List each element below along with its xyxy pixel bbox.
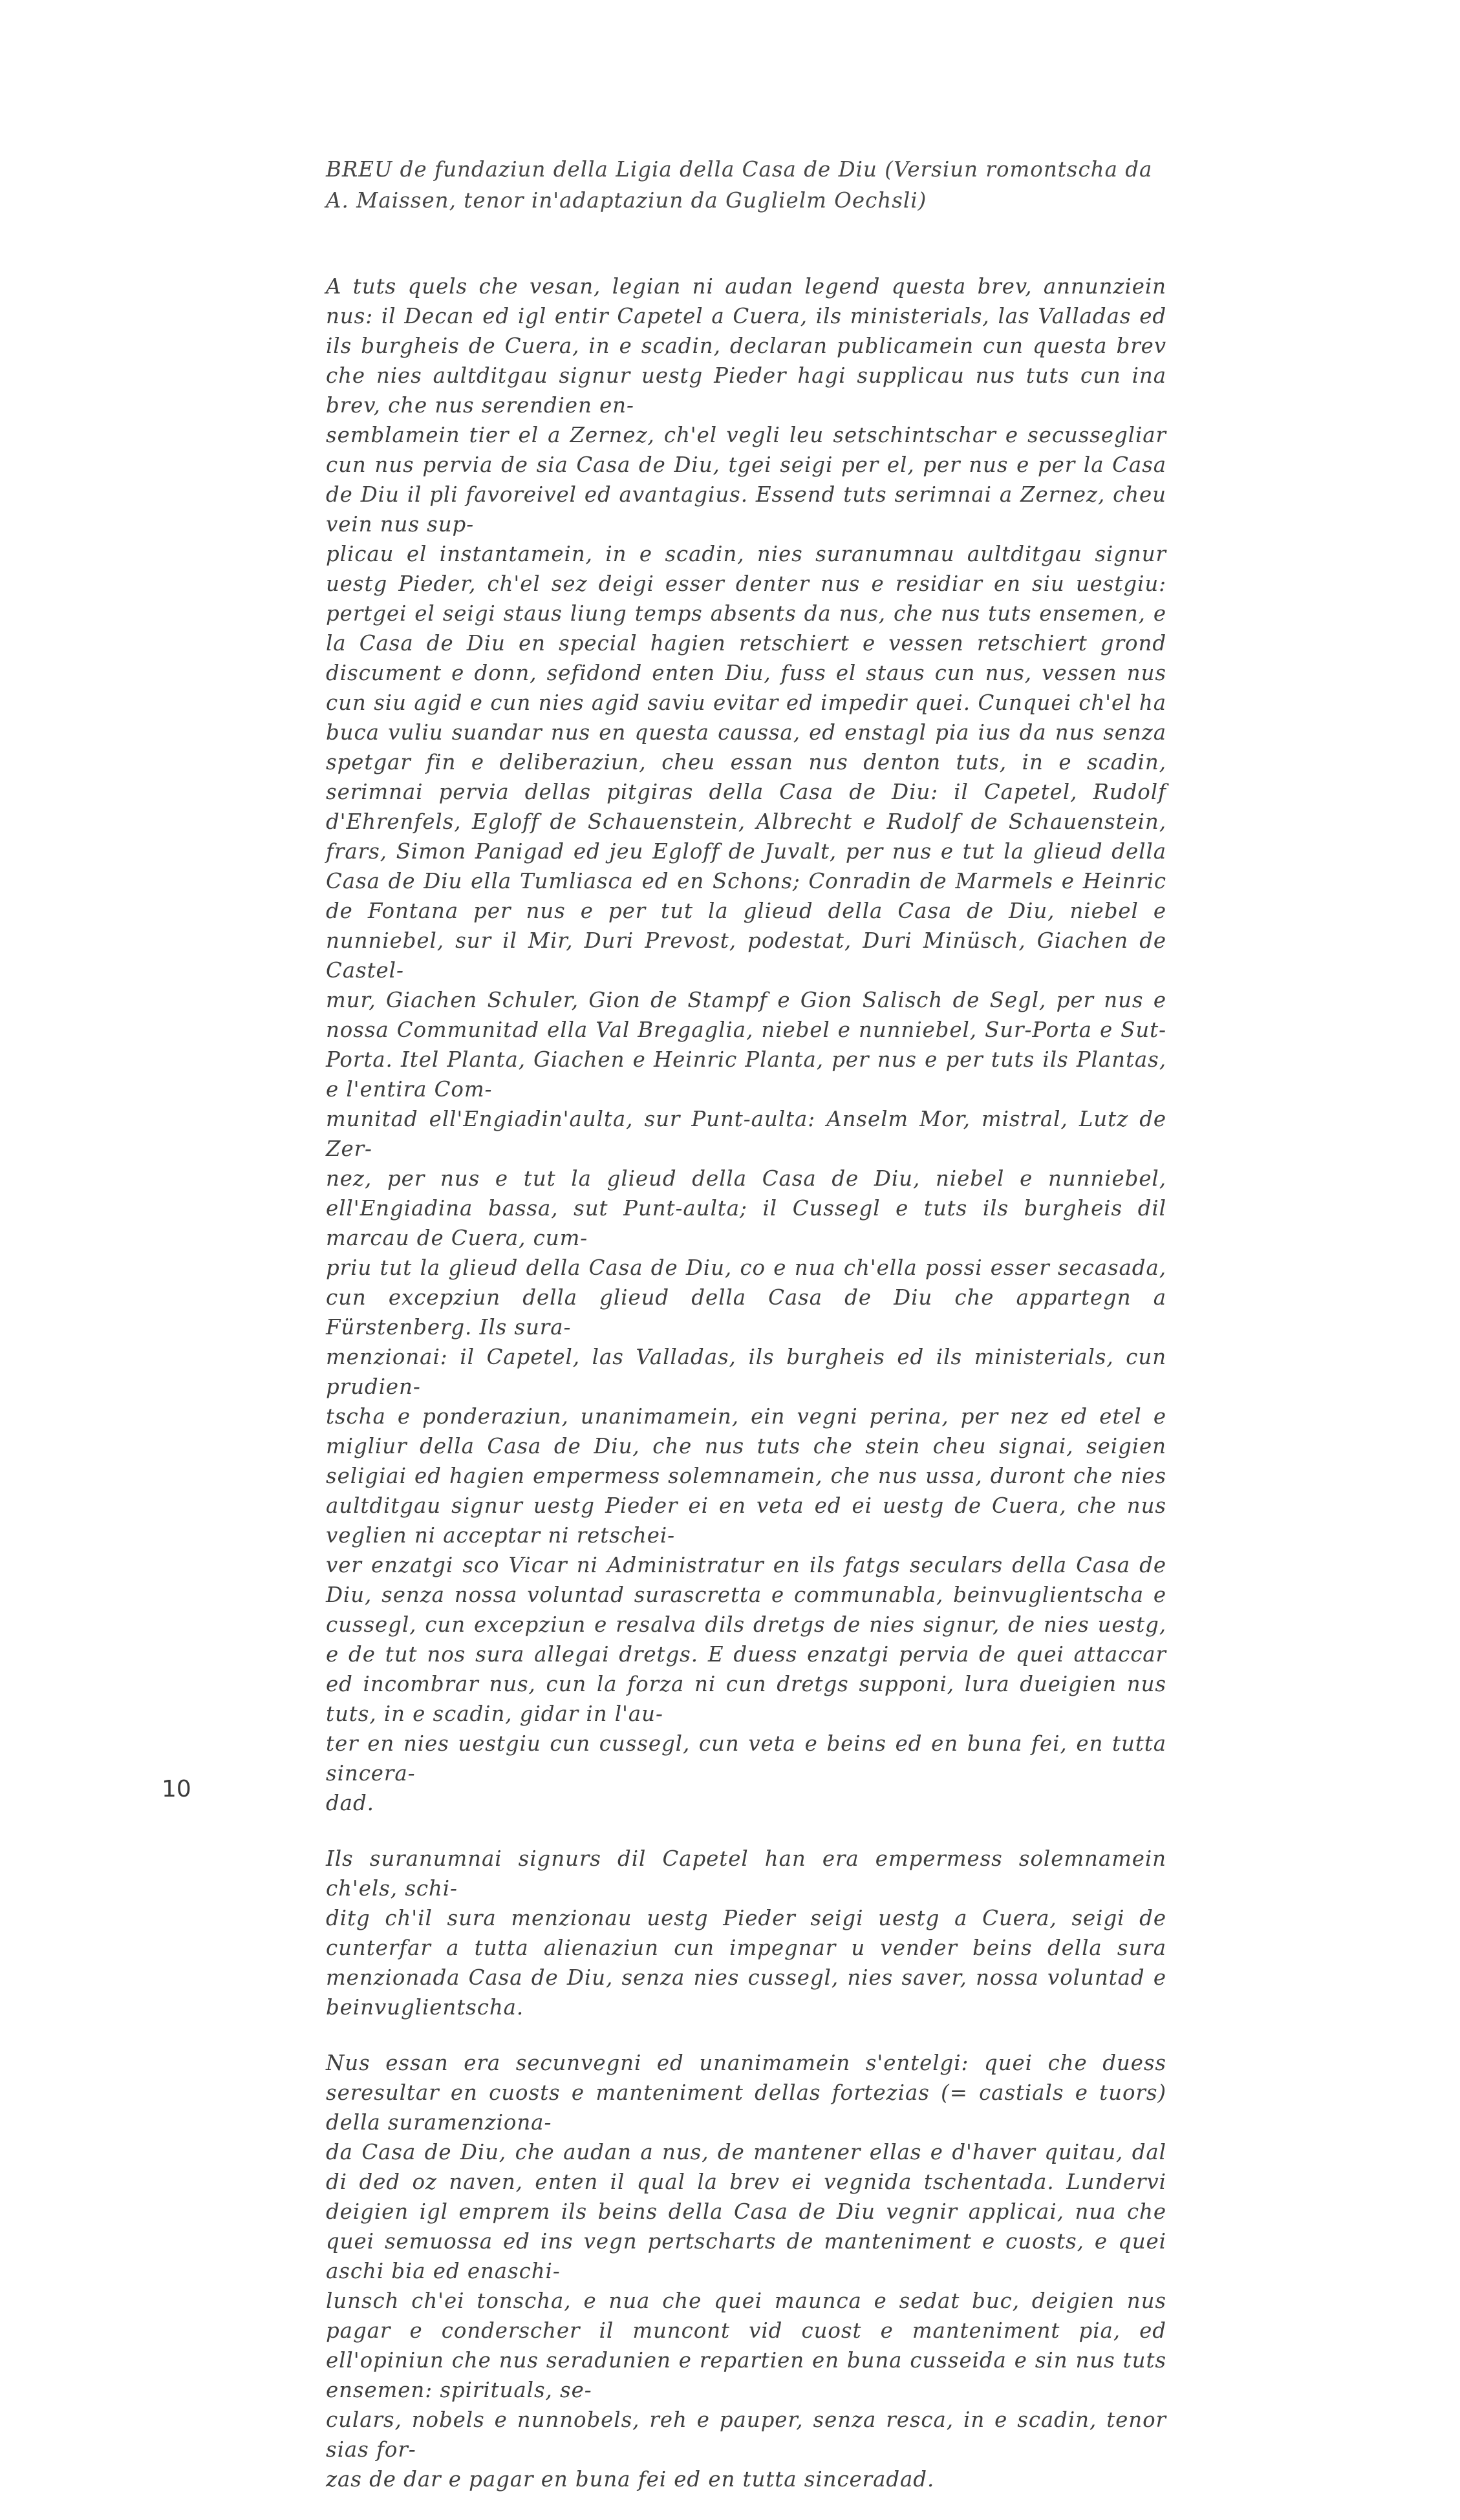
document-title: BREU de fundaziun della Ligia della Casa de Diu (Versiun romontscha da A. Maissen, tenor in'adaptaziun da Guglielm Oechsli) bbox=[326, 157, 1153, 213]
document-body bbox=[326, 272, 1166, 2520]
paragraph: Ils suranumnai signurs dil Capetel han era empermess solemnamein ch'els, schi- ditg ch'il sura menzionau uestg Pieder seigi uestg a Cuera, seigi de cunterfar a tutta alienaziun cun impegnar u vender beins della sura menzionada Casa de Diu, senza nies cussegl, nies saver, nossa voluntad e beinvuglientscha. bbox=[326, 1846, 1166, 2020]
page-number: 10 bbox=[162, 1776, 191, 1802]
paragraph: Nus essan era secunvegni ed unanimamein s'entelgi: quei che duess seresultar en cuosts e manteniment dellas fortezias (= castials e tuors) della suramenziona- da Casa de Diu, che audan a nus, de mantener ellas e d'haver quitau, dal di ded oz naven, enten il qual la brev ei vegnida tschentada. Lundervi deigien igl emprem ils beins della Casa de Diu vegnir applicai, nua che quei semuossa ed ins vegn pertscharts de manteniment e cuosts, e quei aschi bia ed enaschi- lunsch ch'ei tonscha, e nua che quei maunca e sedat buc, deigien nus pagar e conderscher il muncont vid cuost e manteniment pia, ed ell'opiniun che nus seradunien e repartien en buna cusseida e sin nus tuts ensemen: spirituals, se- culars, nobels e nunnobels, reh e pauper, senza resca, in e scadin, tenor sias for- zas de dar e pagar en buna fei ed en tutta sinceradad. bbox=[326, 2051, 1166, 2492]
paragraph: A tuts quels che vesan, legian ni audan legend questa brev, annunziein nus: il Decan ed igl entir Capetel a Cuera, ils ministerials, las Valladas ed ils burgheis de Cuera, in e scadin, declaran publicamein cun questa brev che nies aultditgau signur uestg Pieder hagi supplicau nus tuts cun ina brev, che nus serendien en- semblamein tier el a Zernez, ch'el vegli leu setschintschar e secussegliar cun nus pervia de sia Casa de Diu, tgei seigi per el, per nus e per la Casa de Diu il pli favoreivel ed avantagius. Essend tuts serimnai a Zernez, cheu vein nus sup- plicau el instantamein, in e scadin, nies suranumnau aultditgau signur uestg Pieder, ch'el sez deigi esser denter nus e residiar en siu uestgiu: pertgei el seigi staus liung temps absents da nus, che nus tuts ensemen, e la Casa de Diu en special hagien retschiert e vessen retschiert grond discument e donn, sefidond enten Diu, fuss el staus cun nus, vessen nus cun siu agid e cun nies agid saviu evitar ed impedir quei. Cunquei ch'el ha buca vuliu suandar nus en questa caussa, ed enstagl pia ius da nus senza spetgar fin e deliberaziun, cheu essan nus denton tuts, in e scadin, serimnai pervia dellas pitgiras della Casa de Diu: il Capetel, Rudolf d'Ehrenfels, Egloff de Schauenstein, Albrecht e Rudolf de Schauenstein, frars, Simon Panigad ed jeu Egloff de Juvalt, per nus e tut la glieud della Casa de Diu ella Tumliasca ed en Schons; Conradin de Marmels e Heinric de Fontana per nus e per tut la glieud della Casa de Diu, niebel e nunniebel, sur il Mir, Duri Prevost, podestat, Duri Minüsch, Giachen de Castel- mur, Giachen Schuler, Gion de Stampf e Gion Salisch de Segl, per nus e nossa Communitad ella Val Bregaglia, niebel e nunniebel, Sur-Porta e Sut-Porta. Itel Planta, Giachen e Heinric Planta, per nus e per tuts ils Plantas, e l'entira Com- munitad ell'Engiadin'aulta, sur Punt-aulta: Anselm Mor, mistral, Lutz de Zer- nez, per nus e tut la glieud della Casa de Diu, niebel e nunniebel, ell'Engiadina bassa, sut Punt-aulta; il Cussegl e tuts ils burgheis dil marcau de Cuera, cum- priu tut la glieud della Casa de Diu, co e nua ch'ella possi esser secasada, cun excepziun della glieud della Casa de Diu che appartegn a Fürstenberg. Ils sura- menzionai: il Capetel, las Valladas, ils burgheis ed ils ministerials, cun prudien- tscha e ponderaziun, unanimamein, ein vegni perina, per nez ed etel e migliur della Casa de Diu, che nus tuts che stein cheu signai, seigien seligiai ed hagien empermess solemnamein, che nus ussa, duront che nies aultditgau signur uestg Pieder ei en veta ed ei uestg de Cuera, che nus veglien ni acceptar ni retschei- ver enzatgi sco Vicar ni Administratur en ils fatgs seculars della Casa de Diu, senza nossa voluntad surascretta e communabla, beinvuglientscha e cussegl, cun excepziun e resalva dils dretgs de nies signur, de nies uestg, e de tut nos sura allegai dretgs. E duess enzatgi pervia de quei attaccar ed incombrar nus, cun la forza ni cun dretgs supponi, lura dueigien nus tuts, in e scadin, gidar in l'au- ter en nies uestgiu cun cussegl, cun veta e beins ed en buna fei, en tutta sincera- dad. bbox=[326, 274, 1166, 1815]
